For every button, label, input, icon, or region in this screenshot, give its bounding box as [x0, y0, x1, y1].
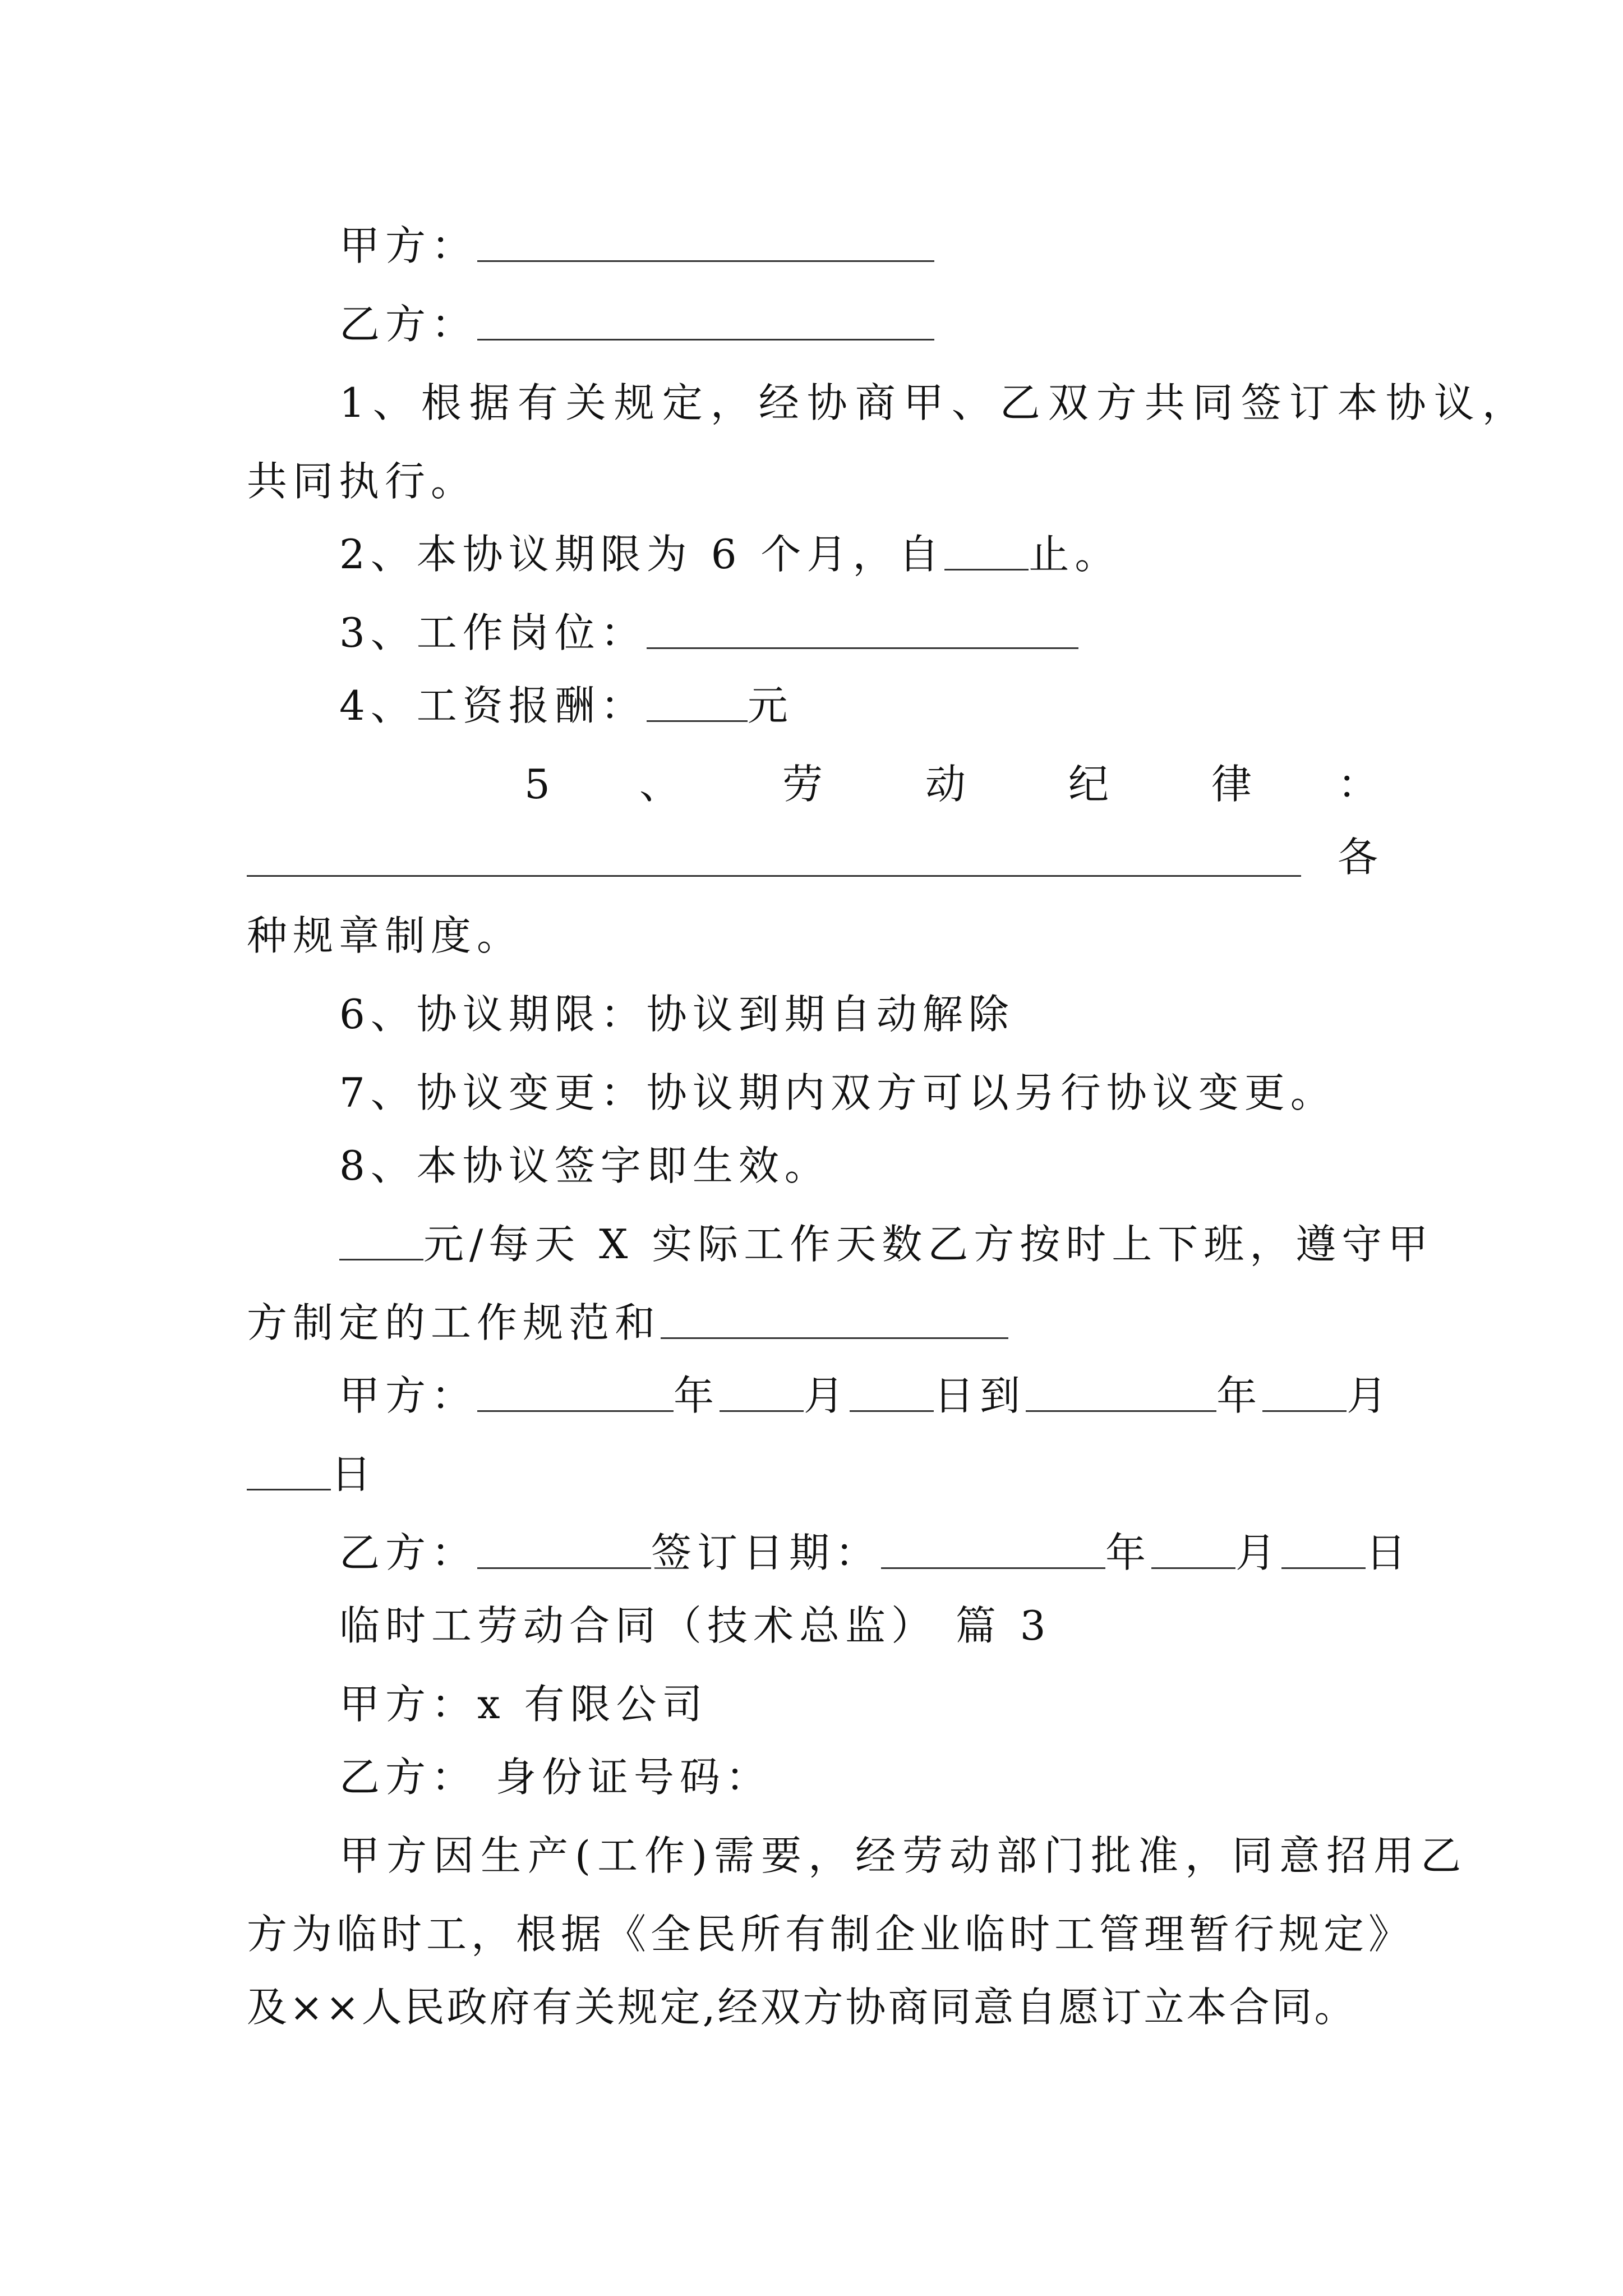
clause-3-text: 3、工作岗位： — [339, 609, 647, 656]
blank — [720, 1377, 804, 1412]
clause-6-line: 6、协议期限：协议到期自动解除 — [339, 991, 1015, 1038]
clause-2-text: 2、本协议期限为 6 个月，自 — [339, 531, 945, 578]
blank — [1281, 1534, 1366, 1569]
paragraph-line-2: 方为临时工，根据《全民所有制企业临时工管理暂行规定》 — [247, 1911, 1414, 1958]
paragraph-line-1: 甲方因生产(工作)需要，经劳动部门批准，同意招用乙 — [339, 1832, 1468, 1879]
clause-5-tail: 各 — [1338, 834, 1384, 881]
party-b-sign-line — [339, 1529, 1412, 1576]
party-a-blank — [477, 227, 934, 262]
clause-3-blank — [647, 614, 1078, 649]
party-a-company: 甲方：x 有限公司 — [339, 1681, 708, 1728]
clause-5-char: ： — [1338, 761, 1378, 808]
clause-2-line — [339, 531, 1121, 578]
section-heading: 临时工劳动合同（技术总监） 篇 3 — [339, 1602, 1052, 1649]
month-label: 月 — [1347, 1372, 1393, 1419]
party-a-date-line-2 — [247, 1451, 377, 1498]
clause-5-char: 、 — [639, 761, 680, 808]
sign-date-label: 签订日期： — [651, 1529, 882, 1576]
clause-5-blank — [247, 841, 1301, 877]
clause-5-line-3: 种规章制度。 — [247, 912, 523, 959]
blank — [881, 1534, 1105, 1569]
clause-5-char: 动 — [925, 761, 966, 808]
clause-1-line-1: 1、根据有关规定，经协商甲、乙双方共同签订本协议， — [339, 379, 1530, 426]
month-label: 月 — [804, 1372, 850, 1419]
day-label: 日 — [1366, 1529, 1412, 1576]
blank — [850, 1377, 934, 1412]
clause-1-line-2: 共同执行。 — [247, 458, 477, 505]
wage-line-2 — [247, 1299, 1008, 1346]
clause-5-char: 5 — [524, 761, 550, 808]
blank — [477, 1534, 651, 1569]
wage-blank — [339, 1225, 423, 1260]
blank — [1026, 1377, 1216, 1412]
party-a-line — [339, 222, 934, 269]
day-label: 日 — [331, 1451, 377, 1498]
blank — [1151, 1534, 1235, 1569]
party-a-label: 甲方： — [339, 222, 478, 269]
wage-blank-2 — [661, 1304, 1008, 1339]
party-a-date-line — [339, 1372, 1393, 1419]
clause-3-line — [339, 609, 1078, 656]
clause-4-text: 4、工资报酬： — [339, 682, 647, 729]
year-label: 年 — [674, 1372, 720, 1419]
paragraph-line-3: 及××人民政府有关规定,经双方协商同意自愿订立本合同。 — [247, 1984, 1357, 2031]
clause-4-line — [339, 682, 794, 729]
month-label: 月 — [1235, 1529, 1282, 1576]
clause-5-char: 律 — [1211, 761, 1252, 808]
clause-7-line: 7、协议变更：协议期内双方可以另行协议变更。 — [339, 1069, 1336, 1116]
wage-text: 元/每天 X 实际工作天数乙方按时上下班，遵守甲 — [423, 1221, 1434, 1268]
year-label: 年 — [1216, 1372, 1263, 1419]
clause-2-blank — [944, 535, 1029, 570]
clause-4-blank — [647, 687, 748, 722]
blank — [247, 1455, 331, 1490]
clause-2-end: 止。 — [1029, 531, 1121, 578]
wage-line-1 — [339, 1221, 1434, 1268]
clause-5-char: 劳 — [782, 761, 823, 808]
party-b-id: 乙方： 身份证号码： — [339, 1754, 772, 1801]
party-b-line — [339, 301, 934, 348]
blank — [1262, 1377, 1347, 1412]
clause-8-line: 8、本协议签字即生效。 — [339, 1142, 831, 1189]
party-b-sign-label: 乙方： — [339, 1529, 478, 1576]
party-a-date-label: 甲方： — [339, 1372, 478, 1419]
party-b-label: 乙方： — [339, 301, 478, 348]
wage-text-2: 方制定的工作规范和 — [247, 1299, 661, 1346]
year-label: 年 — [1105, 1529, 1152, 1576]
clause-5-char: 纪 — [1068, 761, 1109, 808]
clause-4-unit: 元 — [747, 682, 794, 729]
day-to-label: 日到 — [934, 1372, 1026, 1419]
party-b-blank — [477, 305, 934, 341]
blank — [477, 1377, 674, 1412]
